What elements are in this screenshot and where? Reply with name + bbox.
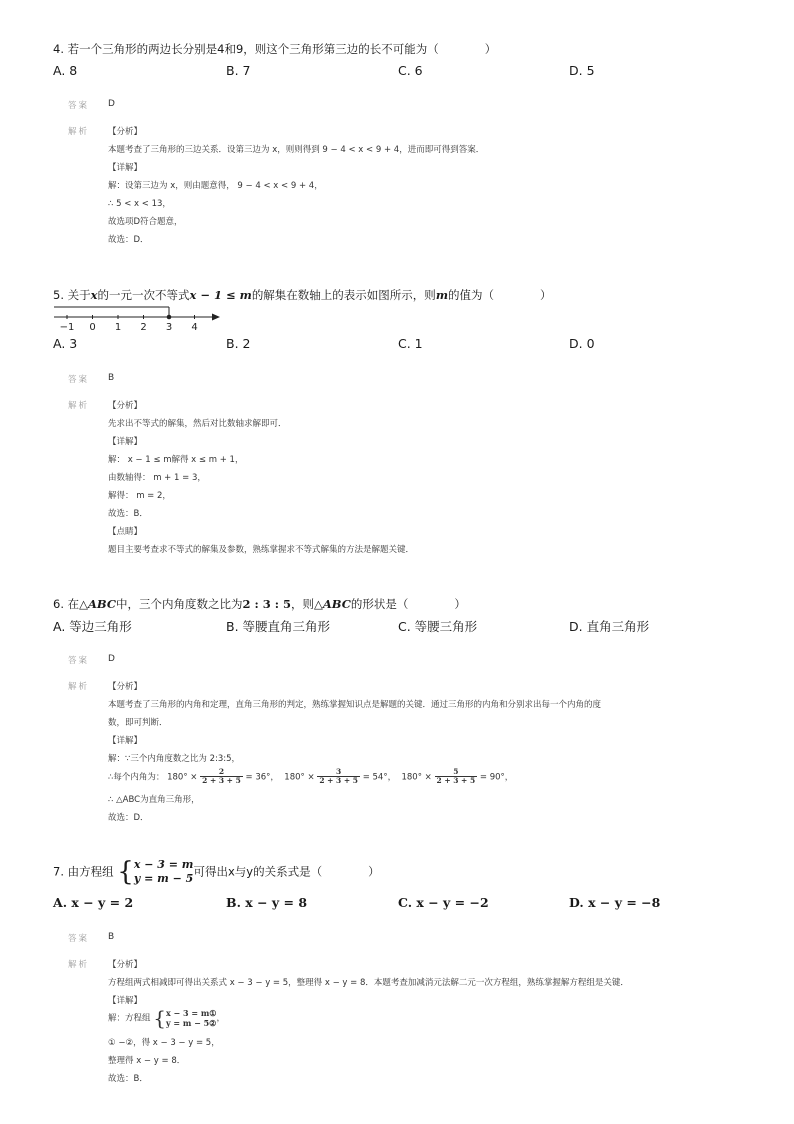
q7-line-4: 解：方程组 { x − 3 = m① y = m − 5② ，: [108, 1006, 225, 1030]
q6-option-c[interactable]: C. 等腰三角形: [398, 619, 478, 634]
q6-stem-triangle: △ABC: [79, 597, 116, 611]
q7-answer: B: [108, 932, 115, 942]
q5-line-1: 【分析】: [108, 401, 143, 411]
q5-stem-var-m: m: [435, 288, 448, 302]
q7-line-3: 【详解】: [108, 996, 143, 1006]
q7-system-eq1: x − 3 = m: [133, 858, 194, 871]
q7-analysis-tag: 解析: [68, 960, 90, 970]
q5-line-6: 解得： m = 2，: [108, 491, 171, 501]
fraction-1-num: 2: [200, 768, 243, 777]
q6-stem-part: 6. 在: [53, 597, 80, 611]
fraction-3-den: 2 + 3 + 5: [436, 776, 476, 786]
q6-stem-part: 中，三个内角度数之比为: [116, 597, 243, 611]
q5-stem-part: 5. 关于: [53, 288, 91, 302]
q4-line-3: 【详解】: [108, 163, 143, 173]
q5-line-9: 题目主要考查求不等式的解集及参数，熟练掌握求不等式解集的方法是解题关键．: [108, 545, 415, 555]
q6-option-b[interactable]: B. 等腰直角三角形: [226, 619, 331, 634]
q7-system-eq2: y = m − 5: [133, 871, 194, 885]
q4-line-2: 本题考查了三角形的三边关系．设第三边为 x，则则得到 9 − 4 < x < 9 + 4，进而即可得到答案．: [108, 145, 485, 155]
q7-detail-eq1: x − 3 = m①: [165, 1008, 217, 1018]
fraction-3-num: 5: [435, 768, 478, 777]
q6-stem-part: ，则: [291, 597, 315, 611]
q6-stem-ratio: 2 : 3 : 5: [242, 597, 292, 611]
fraction-1-den: 2 + 3 + 5: [202, 776, 241, 786]
q5-stem-part: 的一元一次不等式: [97, 288, 190, 302]
q4-analysis-tag: 解析: [68, 127, 90, 137]
q4-option-c[interactable]: C. 6: [398, 63, 423, 78]
q7-option-d[interactable]: D. x − y = −8: [569, 895, 661, 910]
q4-answer: D: [108, 99, 115, 109]
q5-number-line: [52, 303, 222, 333]
q7-line-2: 方程组两式相减即可得出关系式 x − 3 − y = 5，整理得 x − y = 8．本题考查加减消元法解二元一次方程组，熟练掌握解方程组是关键．: [108, 978, 629, 988]
q5-option-c[interactable]: C. 1: [398, 336, 423, 351]
q7-system: [134, 858, 194, 886]
q5-line-8: 【点睛】: [108, 527, 143, 537]
q6-answer: D: [108, 654, 115, 664]
fraction-2-den: 2 + 3 + 5: [319, 776, 358, 786]
q4-line-6: 故选项D符合题意，: [108, 217, 183, 227]
q7-option-c[interactable]: C. x − y = −2: [398, 895, 489, 910]
q7-line-6: 整理得 x − y = 8．: [108, 1056, 186, 1066]
q5-line-4: 解： x − 1 ≤ m解得 x ≤ m + 1，: [108, 455, 244, 465]
fraction-2-result: = 54°，: [362, 772, 397, 783]
q5-option-b[interactable]: B. 2: [226, 336, 251, 351]
fraction-1-result: = 36°，: [245, 772, 279, 783]
fraction-3: [435, 768, 478, 786]
q5-stem-var-x: x: [90, 288, 98, 302]
q7-detail-system: [166, 1008, 217, 1028]
q7-option-a[interactable]: A. x − y = 2: [53, 895, 134, 910]
fraction-3-result: = 90°，: [479, 772, 514, 783]
number-line-tick-label: 3: [165, 322, 173, 333]
q7-option-b[interactable]: B. x − y = 8: [226, 895, 308, 910]
q7-line-7: 故选：B．: [108, 1074, 148, 1084]
number-line-tick-label: 1: [114, 322, 122, 333]
q6-analysis-tag: 解析: [68, 682, 90, 692]
q6-line-6: [108, 768, 513, 786]
q6-line-6-text: ∴每个内角为： 180° ×: [108, 772, 198, 783]
q7-stem: [53, 858, 380, 886]
q5-stem-inequality: x − 1 ≤ m: [189, 288, 252, 302]
number-line-tick-label: −1: [59, 322, 75, 333]
q7-answer-tag: 答案: [68, 934, 90, 944]
number-line-tick-label: 2: [140, 322, 147, 333]
q4-line-1: 【分析】: [108, 127, 143, 137]
q4-line-5: ∴ 5 < x < 13，: [108, 199, 171, 209]
fraction-2: [317, 768, 360, 786]
q4-line-4: 解：设第三边为 x，则由题意得， 9 − 4 < x < 9 + 4，: [108, 181, 323, 191]
q6-line-3: 数，即可判断．: [108, 718, 168, 728]
fraction-3-prefix: 180° ×: [401, 772, 432, 783]
q7-detail-eq2: y = m − 5②: [165, 1018, 217, 1028]
q6-line-5: 解：∵三个内角度数之比为 2:3:5，: [108, 754, 241, 764]
q7-detail-brace: {: [153, 1006, 166, 1030]
q7-line-4-text: 解：方程组: [108, 1013, 151, 1024]
q6-line-7: ∴ △ABC为直角三角形，: [108, 795, 200, 805]
fraction-1: [200, 768, 243, 786]
q4-answer-tag: 答案: [68, 101, 90, 111]
q6-stem-part: 的形状是（ ）: [350, 597, 466, 611]
q6-line-1: 【分析】: [108, 682, 143, 692]
q5-line-2: 先求出不等式的解集，然后对比数轴求解即可．: [108, 419, 287, 429]
q4-stem: 4. 若一个三角形的两边长分别是4和9，则这个三角形第三边的长不可能为（ ）: [53, 42, 497, 56]
q6-stem: [53, 596, 466, 612]
q6-line-8: 故选：D．: [108, 813, 149, 823]
q4-line-7: 故选：D．: [108, 235, 149, 245]
q5-analysis-tag: 解析: [68, 401, 90, 411]
q5-option-d[interactable]: D. 0: [569, 336, 595, 351]
q4-option-b[interactable]: B. 7: [226, 63, 251, 78]
q5-option-a[interactable]: A. 3: [53, 336, 78, 351]
q5-stem-part: 的解集在数轴上的表示如图所示，则: [251, 288, 436, 302]
q5-line-3: 【详解】: [108, 437, 143, 447]
q5-stem: [53, 287, 551, 303]
number-line-arrow: [212, 314, 220, 321]
q6-answer-tag: 答案: [68, 656, 90, 666]
q7-stem-suffix: 可得出x与y的关系式是（ ）: [193, 864, 380, 879]
q6-line-4: 【详解】: [108, 736, 143, 746]
q5-answer-tag: 答案: [68, 375, 90, 385]
q6-option-a[interactable]: A. 等边三角形: [53, 619, 132, 634]
q5-line-5: 由数轴得： m + 1 = 3，: [108, 473, 206, 483]
q5-answer: B: [108, 373, 115, 383]
q7-line-5: ① −②，得 x − 3 − y = 5，: [108, 1038, 220, 1048]
q5-stem-part: 的值为（ ）: [447, 288, 552, 302]
q4-option-a[interactable]: A. 8: [53, 63, 78, 78]
q6-line-2: 本题考查了三角形的内角和定理，直角三角形的判定，熟练掌握知识点是解题的关键．通过三角形的内角和分别求出每一个内角的度: [108, 700, 602, 710]
number-line-tick-label: 4: [191, 322, 198, 333]
q7-stem-prefix: 7. 由方程组: [53, 864, 114, 879]
fraction-2-num: 3: [317, 768, 360, 777]
q7-system-brace: {: [117, 856, 134, 887]
fraction-2-prefix: 180° ×: [284, 772, 315, 783]
q5-line-7: 故选：B．: [108, 509, 148, 519]
q7-line-1: 【分析】: [108, 960, 143, 970]
q4-option-d[interactable]: D. 5: [569, 63, 595, 78]
number-line-tick-label: 0: [89, 322, 96, 333]
q6-stem-triangle: △ABC: [314, 597, 351, 611]
q6-option-d[interactable]: D. 直角三角形: [569, 619, 650, 634]
